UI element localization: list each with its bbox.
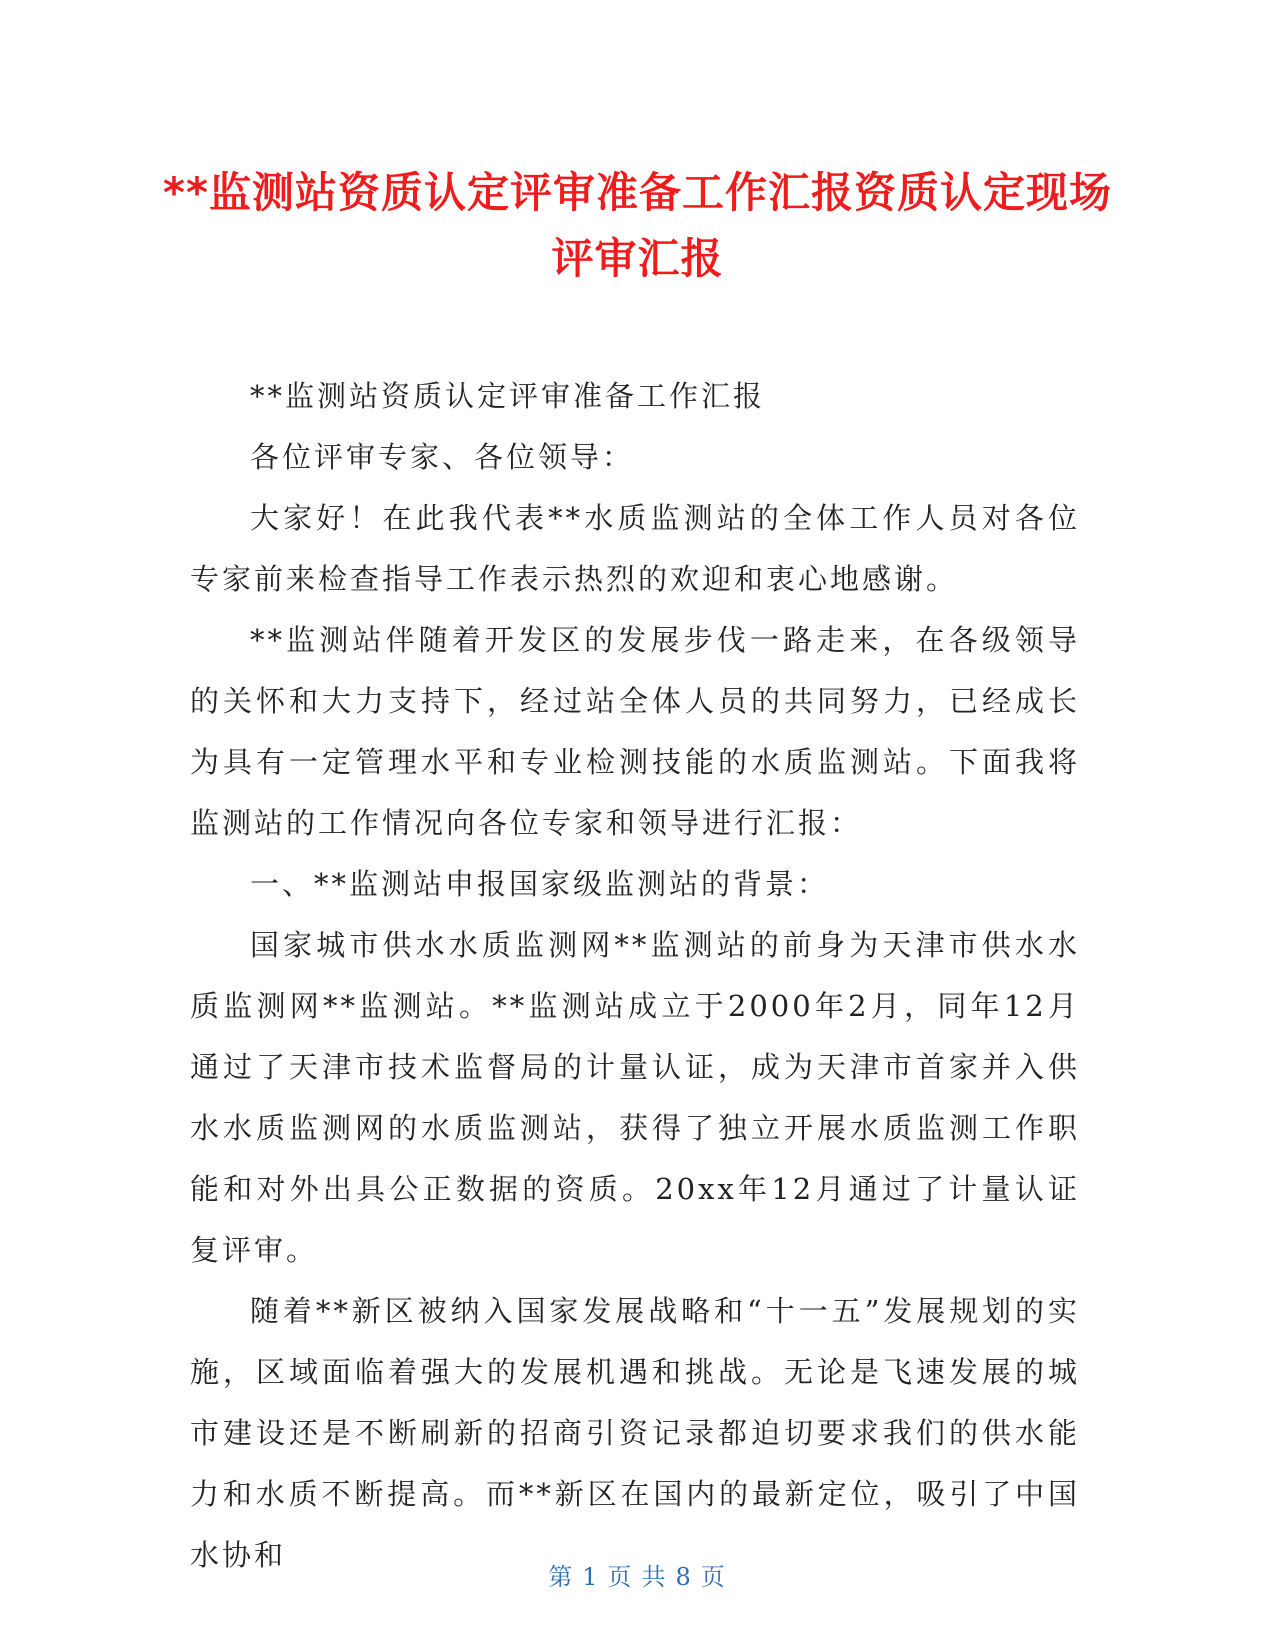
page-unit: 页 (607, 1563, 634, 1591)
paragraph-greeting: 大家好！在此我代表**水质监测站的全体工作人员对各位专家前来检查指导工作表示热烈的欢迎和衷心地感谢。 (190, 501, 1080, 596)
page-label: 第 (548, 1563, 575, 1591)
paragraph-introduction: **监测站伴随着开发区的发展步伐一路走来，在各级领导的关怀和大力支持下，经过站全体人员的共同努力，已经成长为具有一定管理水平和专业检测技能的水质监测站。下面我将监测站的工作情况向各位专家和领导进行汇报： (190, 623, 1080, 840)
document-title: **监测站资质认定评审准备工作汇报资质认定现场评审汇报 (163, 168, 1112, 283)
paragraph-development: 随着**新区被纳入国家发展战略和“十一五”发展规划的实施，区域面临着强大的发展机遇和挑战。无论是飞速发展的城市建设还是不断刷新的招商引资记录都迫切要求我们的供水能力和水质不断提高。而**新区在国内的最新定位，吸引了中国水协和 (190, 1294, 1080, 1572)
total-label: 共 (641, 1563, 668, 1591)
page-footer (0, 1557, 1275, 1592)
paragraph-heading: **监测站资质认定评审准备工作汇报 (250, 379, 766, 413)
total-unit: 页 (700, 1563, 727, 1591)
section-heading-background: 一、**监测站申报国家级监测站的背景： (250, 867, 830, 901)
paragraph-history: 国家城市供水水质监测网**监测站的前身为天津市供水水质监测网**监测站。**监测站成立于2000年2月，同年12月通过了天津市技术监督局的计量认证，成为天津市首家并入供水水质监测网的水质监测站，获得了独立开展水质监测工作职能和对外出具公正数据的资质。20xx年12月通过了计量认证复评审。 (190, 928, 1080, 1267)
page-current-number: 1 (582, 1563, 600, 1591)
paragraph-salutation: 各位评审专家、各位领导： (250, 440, 635, 474)
document-body (190, 366, 1080, 1586)
page-total-number: 8 (675, 1563, 693, 1591)
